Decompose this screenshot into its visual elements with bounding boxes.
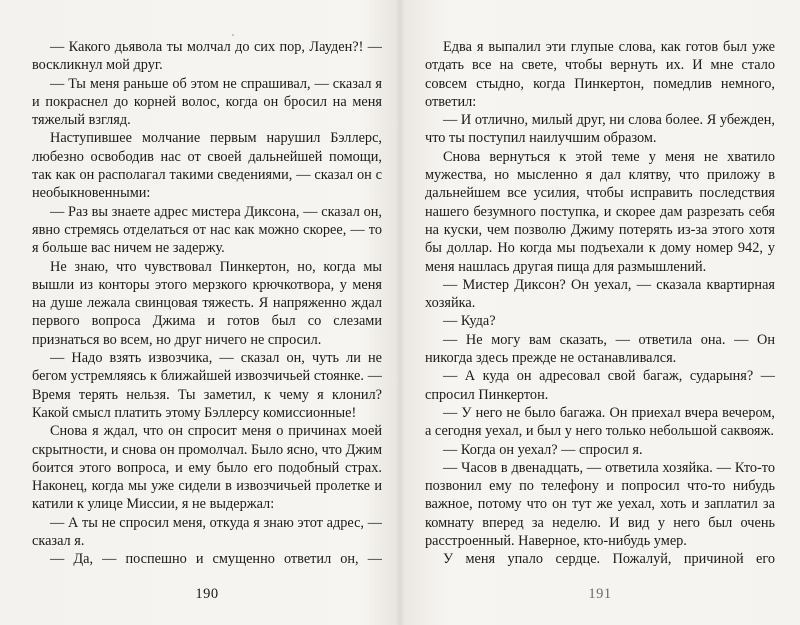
paragraph: Не знаю, что чувствовал Пинкертон, но, когда мы вышли из конторы этого мерзкого крючкотвора, у меня на душе лежала свинцовая тяжесть. Я напряженно ждал первого вопроса Джима и готов был со слезами признаться во всем, но друг ничего не спросил. (32, 258, 382, 348)
left-page (32, 38, 382, 603)
paragraph: — Ты меня раньше об этом не спрашивал, — сказал я и покраснел до корней волос, когда он бросил на меня тяжелый взгляд. (32, 75, 382, 129)
paragraph: — Надо взять извозчика, — сказал он, чуть ли не бегом устремляясь к ближайшей извозчичьей стоянке. — Время терять нельзя. Ты заметил, к чему я клонил? Какой смысл платить этому Бэллерсу комиссионные! (32, 350, 382, 421)
paragraph: Наступившее молчание первым нарушил Бэллерс, любезно освободив нас от своей дальнейшей помощи, так как он располагал такими сведениями, — сказал он с необыкновенными: (32, 130, 382, 202)
paragraph: Снова я ждал, что он спросит меня о причинах моей скрытности, и снова он промолчал. Было ясно, что Джим боится этого вопроса, и ему было его подобный страх. Наконец, когда мы уже сидели в извозчичьей пролетке и катили к улице Миссии, я не выдержал: (32, 423, 382, 513)
left-page-text (32, 38, 382, 568)
paragraph: — Когда он уехал? — спросил я. (443, 441, 643, 458)
paragraph: — У него не было багажа. Он приехал вчера вечером, а сегодня уехал, и был у него только небольшой саквояж. (425, 404, 775, 440)
page-number: 190 (195, 586, 219, 602)
paragraph: — Часов в двенадцать, — ответила хозяйка. — Кто-то позвонил ему по телефону и попросил что-то нибудь важное, потому что он тут же уехал, хоть и заплатил за комнату вперед за неделю. И вид у него был очень расстроенный. Наверное, кто-нибудь умер. (425, 459, 775, 550)
paragraph: — Мистер Диксон? Он уехал, — сказала квартирная хозяйка. (425, 276, 775, 312)
paragraph: — И отлично, милый друг, ни слова более. Я убежден, что ты поступил наилучшим образом. (425, 112, 775, 147)
paragraph: — Какого дьявола ты молчал до сих пор, Лауден?! — воскликнул мой друг. (32, 39, 382, 74)
paragraph: Снова вернуться к этой теме у меня не хватило мужества, но мысленно я дал клятву, что приложу в дальнейшем все усилия, чтобы исправить последствия нашего безумного поступка, и скорее дам разрезать себя на куски, чем позволю Джиму потерять из-за этого хотя бы доллар. Но когда мы подъехали к дому номер 942, у меня нашлась другая пища для размышлений. (425, 148, 775, 275)
print-speck (232, 34, 234, 36)
paragraph: — А ты не спросил меня, откуда я знаю этот адрес, — сказал я. (32, 514, 382, 550)
paragraph: — Да, — поспешно и смущенно ответил он, — (50, 551, 382, 568)
right-page-text (425, 38, 775, 568)
paragraph: Едва я выпалил эти глупые слова, как готов был уже отдать все на свете, чтобы вернуть их. И мне стало совсем стыдно, когда Пинкертон, помедлив немного, ответил: (425, 39, 775, 110)
paragraph: У меня упало сердце. Пожалуй, причиной его (443, 551, 775, 568)
paragraph: — Не могу вам сказать, — ответила она. — Он никогда здесь прежде не останавливался. (425, 331, 775, 367)
page-number: 191 (588, 586, 612, 602)
right-page (425, 38, 775, 603)
paragraph: — Раз вы знаете адрес мистера Диксона, — сказал он, явно стремясь отделаться от нас как можно скорее, — то я больше вас ничем не задержу. (32, 203, 382, 257)
paragraph: — А куда он адресовал свой багаж, сударыня? — спросил Пинкертон. (425, 368, 775, 403)
paragraph: — Куда? (443, 313, 496, 330)
